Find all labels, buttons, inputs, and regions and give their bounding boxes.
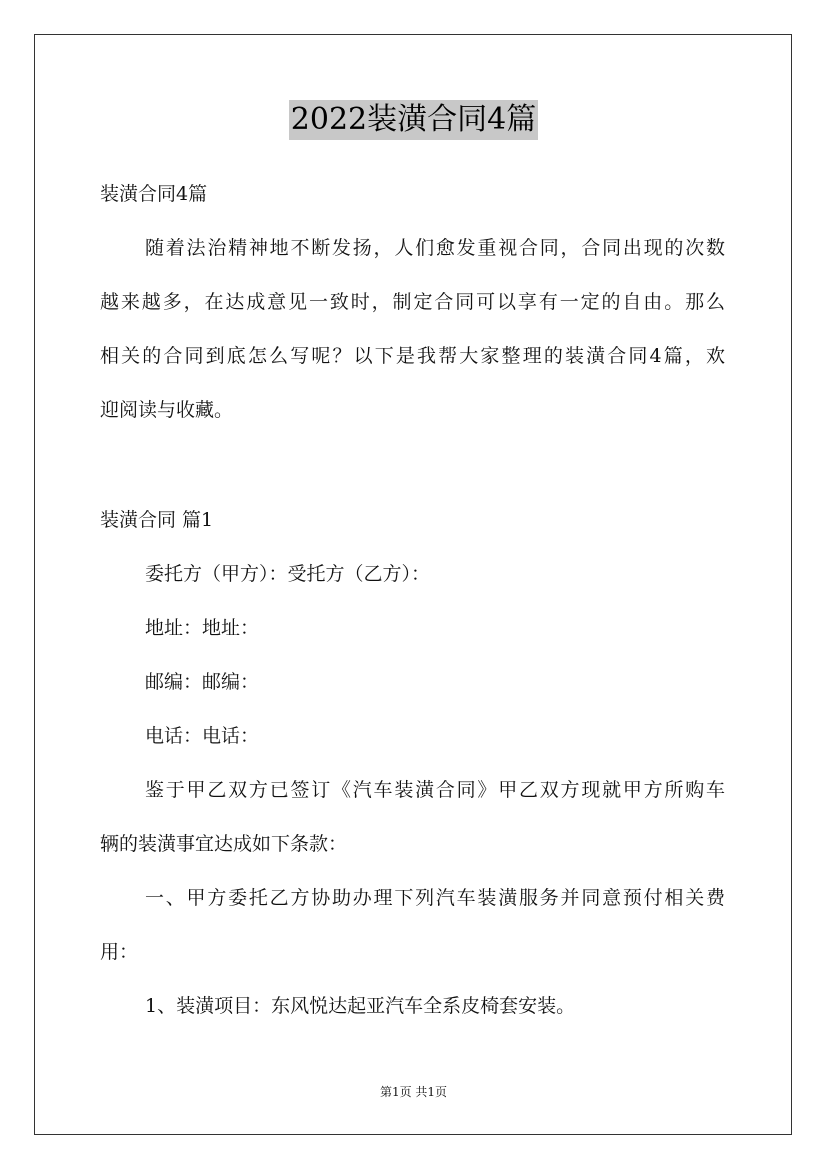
body-line-3: 邮编：邮编： <box>145 671 260 693</box>
body-line-1: 委托方（甲方）：受托方（乙方）： <box>145 563 431 585</box>
intro-line-4: 迎阅读与收藏。 <box>100 399 234 421</box>
intro-line-2: 越来越多，在达成意见一致时，制定合同可以享有一定的自由。那么 <box>100 291 725 313</box>
body-line-9: 1、装潢项目：东风悦达起亚汽车全系皮椅套安装。 <box>145 995 576 1017</box>
document-title: 2022装潢合同4篇 <box>289 100 538 140</box>
page-footer: 第1页 共1页 <box>379 1085 448 1099</box>
body-line-4: 电话：电话： <box>145 725 260 747</box>
body-line-7: 一、甲方委托乙方协助办理下列汽车装潢服务并同意预付相关费 <box>145 887 725 909</box>
document-subtitle: 装潢合同4篇 <box>100 183 208 205</box>
body-line-6: 辆的装潢事宜达成如下条款： <box>100 833 348 855</box>
title-wrap <box>0 100 827 140</box>
body-line-8: 用： <box>100 941 139 963</box>
intro-line-1: 随着法治精神地不断发扬，人们愈发重视合同，合同出现的次数 <box>145 237 725 259</box>
intro-line-3: 相关的合同到底怎么写呢？以下是我帮大家整理的装潢合同4篇，欢 <box>100 345 725 367</box>
body-line-2: 地址：地址： <box>145 617 260 639</box>
body-line-5: 鉴于甲乙双方已签订《汽车装潢合同》甲乙双方现就甲方所购车 <box>145 779 725 801</box>
section-heading: 装潢合同 篇1 <box>100 509 214 531</box>
